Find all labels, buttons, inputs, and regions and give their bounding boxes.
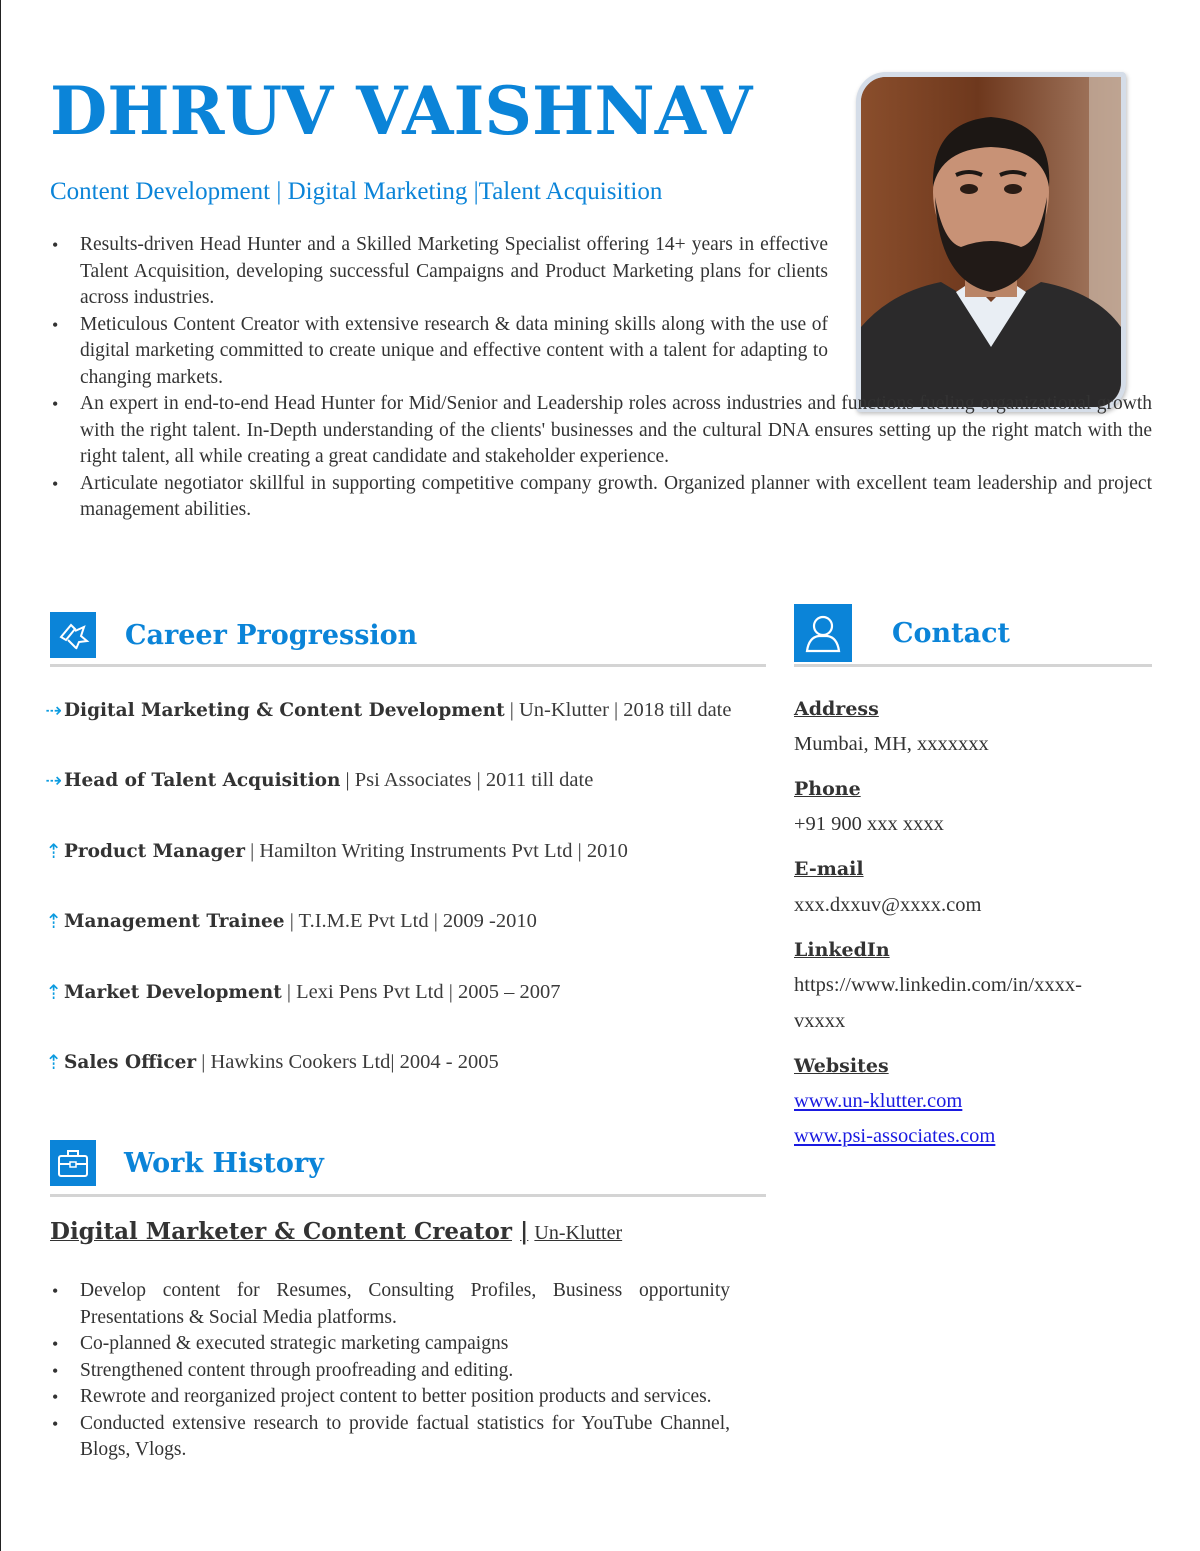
work-bullet: • Rewrote and reorganized project content to better position products and services. [50,1384,730,1411]
job-heading [50,1218,622,1245]
career-role: Market Development [64,982,282,1003]
work-responsibilities-list [50,1278,730,1464]
career-item [30,909,537,934]
work-section-header [50,1140,324,1186]
linkedin-value-line2: vxxxx [794,1010,846,1032]
career-role: Product Manager [64,841,245,862]
websites-label: Websites [794,1055,889,1077]
headline-subtitle: Content Development | Digital Marketing |Talent Acquisition [50,178,663,205]
career-item [30,768,593,793]
career-item [30,698,731,723]
job-title-separator: | [520,1218,529,1245]
page-edge-line [0,0,1,1551]
summary-item: • An expert in end-to-end Head Hunter for Mid/Senior and Leadership roles across industries and functions fueling organizational growth with the right talent. In-Depth understanding of the clients' businesses and the cultural DNA ensures setting up the right match with the right talent, all while creating a great candidate and stakeholder experience. [50,391,1152,471]
arrow-up-icon: ⇡ [45,1052,62,1074]
person-icon [794,604,852,662]
work-divider [50,1194,766,1197]
star-hand-icon [50,612,96,658]
arrow-up-icon: ⇡ [45,841,62,863]
career-divider [50,664,766,667]
website-link-psi-associates[interactable]: www.psi-associates.com [794,1125,996,1147]
summary-item: • Articulate negotiator skillful in supporting competitive company growth. Organized planner with excellent team leadership and project management abilities. [50,471,1152,524]
arrow-up-icon: ⇡ [45,982,62,1004]
career-section-header [50,612,417,658]
briefcase-icon [50,1140,96,1186]
phone-label: Phone [794,778,861,800]
arrow-right-icon: ⇢ [45,700,62,722]
career-role: Management Trainee [64,911,285,932]
work-section-title: Work History [124,1147,324,1179]
career-details: | Psi Associates | 2011 till date [340,769,594,791]
work-bullet: • Conducted extensive research to provide factual statistics for YouTube Channel, Blogs, Vlogs. [50,1411,730,1464]
linkedin-value-line1: https://www.linkedin.com/in/xxxx- [794,974,1082,996]
contact-divider [794,664,1152,667]
career-details: | Un-Klutter | 2018 till date [504,699,732,721]
arrow-up-icon: ⇡ [45,911,62,933]
career-section-title: Career Progression [125,619,418,651]
career-details: | Hamilton Writing Instruments Pvt Ltd | 2010 [245,840,628,862]
website-link-unklutter[interactable]: www.un-klutter.com [794,1090,963,1112]
linkedin-label: LinkedIn [794,939,890,961]
work-bullet: • Strengthened content through proofreading and editing. [50,1358,730,1385]
career-details: | Lexi Pens Pvt Ltd | 2005 – 2007 [281,981,561,1003]
arrow-right-icon: ⇢ [45,770,62,792]
career-role: Head of Talent Acquisition [64,770,341,791]
summary-list [50,232,1152,524]
address-value: Mumbai, MH, xxxxxxx [794,733,989,755]
work-bullet: • Co-planned & executed strategic marketing campaigns [50,1331,730,1358]
contact-section-title: Contact [892,617,1011,649]
career-role: Digital Marketing & Content Development [64,700,505,721]
phone-value: +91 900 xxx xxxx [794,813,944,835]
job-title: Digital Marketer & Content Creator [50,1218,512,1245]
work-bullet: • Develop content for Resumes, Consulting Profiles, Business opportunity Presentations & Social Media platforms. [50,1278,730,1331]
career-item [30,839,628,864]
contact-section-header [794,604,1010,662]
address-label: Address [794,698,879,720]
career-details: | Hawkins Cookers Ltd| 2004 - 2005 [196,1051,499,1073]
candidate-name: DHRUV VAISHNAV [50,72,753,150]
summary-item: • Results-driven Head Hunter and a Skilled Marketing Specialist offering 14+ years in effective Talent Acquisition, developing successful Campaigns and Product Marketing plans for clients across industries. [50,232,828,312]
career-role: Sales Officer [64,1052,197,1073]
summary-item: • Meticulous Content Creator with extensive research & data mining skills along with the use of digital marketing committed to create unique and effective content with a talent for adapting to changing markets. [50,312,828,392]
career-details: | T.I.M.E Pvt Ltd | 2009 -2010 [284,910,537,932]
job-company: Un-Klutter [534,1222,623,1244]
career-item [30,1050,499,1075]
email-value: xxx.dxxuv@xxxx.com [794,894,982,916]
email-label: E-mail [794,858,864,880]
career-item [30,980,560,1005]
